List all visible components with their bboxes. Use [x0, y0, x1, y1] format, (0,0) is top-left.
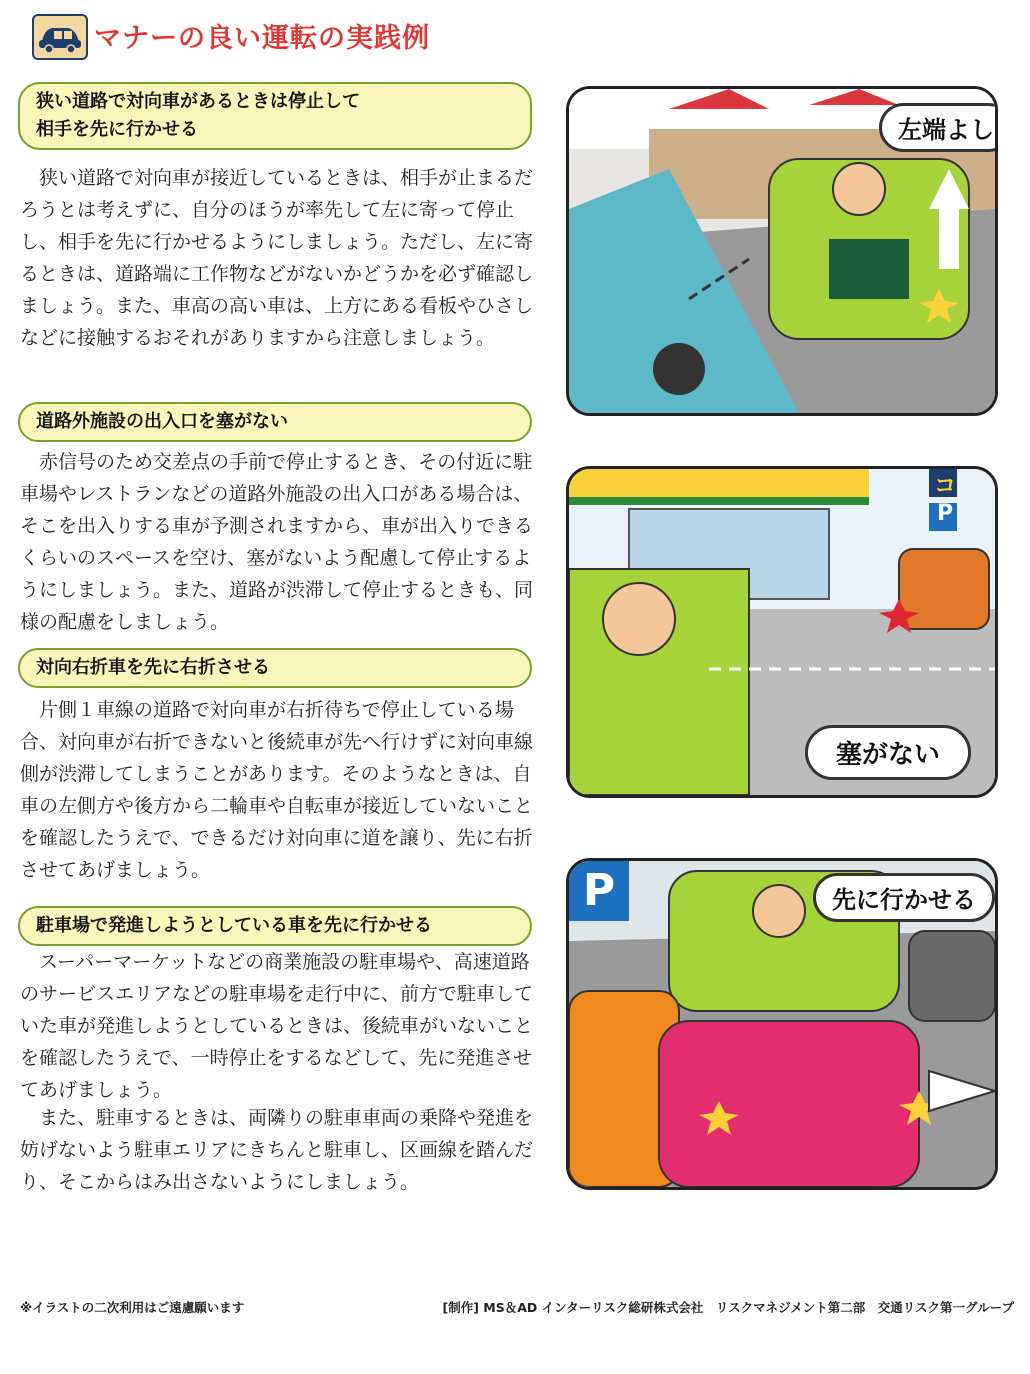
- heading-line: 対向右折車を先に右折させる: [36, 657, 270, 678]
- heading-line: 相手を先に行かせる: [36, 119, 198, 140]
- section-heading-4: [18, 906, 532, 946]
- section-body-3: 片側１車線の道路で対向車が右折待ちで停止している場合、対向車が右折できないと後続車が先へ行けずに対向車線側が渋滞してしまうことがあります。そのようなときは、自車の左側方や後方から二輪車や自転車が接近していないことを確認したうえで、できるだけ対向車に道を譲り、先に右折させてあげましょう。: [20, 699, 534, 881]
- illustration-parking-lot: [566, 858, 998, 1190]
- parking-sign: P: [582, 865, 616, 916]
- illustration-facility-entrance: [566, 466, 998, 798]
- speech-bubble-3: 先に行かせる: [813, 873, 995, 922]
- footer-note: ※イラストの二次利用はご遠慮願います: [20, 1300, 245, 1315]
- parking-sign: P: [936, 501, 954, 526]
- section-heading-1: [18, 82, 532, 150]
- section-heading-2: [18, 402, 532, 442]
- section-body-4: スーパーマーケットなどの商業施設の駐車場や、高速道路のサービスエリアなどの駐車場を走行中に、前方で駐車していた車が発進しようとしているときは、後続車がいないことを確認したうえで、一時停止をするなどして、先に発進させてあげましょう。: [20, 951, 534, 1101]
- section-heading-3: [18, 648, 532, 688]
- page-title: マナーの良い運転の実践例: [94, 23, 430, 54]
- heading-line: 駐車場で発進しようとしている車を先に行かせる: [36, 915, 432, 936]
- sign-letter: コ: [933, 474, 956, 499]
- section-body-1: 狭い道路で対向車が接近しているときは、相手が止まるだろうとは考えずに、自分のほうが率先して左に寄って停止し、相手を先に行かせるようにしましょう。ただし、左に寄るときは、道路端に工作物などがないかどうかを必ず確認しましょう。また、車高の高い車は、上方にある看板やひさしなどに接触するおそれがありますから注意しましょう。: [20, 167, 534, 349]
- car-icon: [32, 14, 88, 60]
- footer-credit: [制作] MS＆AD インターリスク総研株式会社 リスクマネジメント第二部 交通リスク第一グループ: [442, 1300, 1014, 1315]
- speech-bubble-1: 左端よし: [879, 103, 998, 152]
- section-body-2: 赤信号のため交差点の手前で停止するとき、その付近に駐車場やレストランなどの道路外施設の出入口がある場合は、そこを出入りする車が予測されますから、車が出入りできるくらいのスペースを空け、塞がないよう配慮して停止するようにしましょう。また、道路が渋滞して停止するときも、同様の配慮をしましょう。: [20, 451, 534, 633]
- speech-bubble-2: 塞がない: [805, 725, 971, 780]
- heading-line: 道路外施設の出入口を塞がない: [36, 411, 288, 432]
- heading-line: 狭い道路で対向車があるときは停止して: [36, 91, 360, 112]
- section-body-4b: また、駐車するときは、両隣りの駐車車両の乗降や発進を妨げないよう駐車エリアにきちんと駐車し、区画線を踏んだり、そこからはみ出さないようにしましょう。: [20, 1107, 534, 1193]
- illustration-narrow-road: [566, 86, 998, 416]
